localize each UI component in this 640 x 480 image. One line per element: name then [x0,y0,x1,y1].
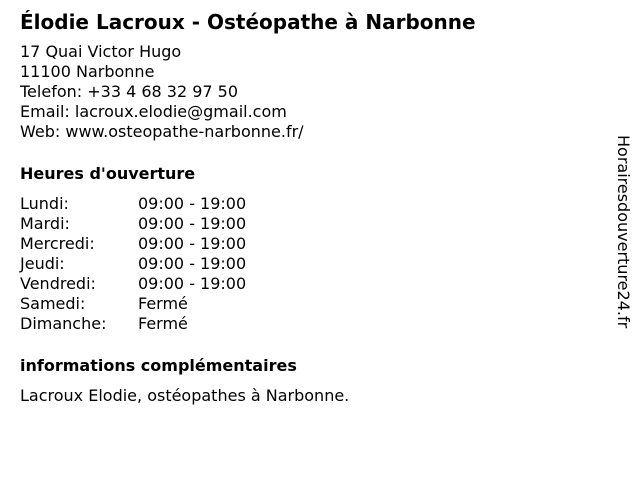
phone-line: Telefon: +33 4 68 32 97 50 [20,82,239,101]
hours-row-wednesday [20,234,600,254]
day-hours: 09:00 - 19:00 [138,194,247,213]
day-label: Mercredi: [20,234,95,253]
business-title: Élodie Lacroux - Ostéopathe à Narbonne [20,10,476,34]
day-hours: 09:00 - 19:00 [138,214,247,233]
day-hours: 09:00 - 19:00 [138,274,247,293]
address-street: 17 Quai Victor Hugo [20,42,182,61]
hours-row-thursday [20,254,600,274]
day-label: Lundi: [20,194,69,213]
day-hours: 09:00 - 19:00 [138,254,247,273]
hours-row-sunday [20,314,600,334]
additional-info-text: Lacroux Elodie, ostéopathes à Narbonne. [20,386,350,405]
day-label: Mardi: [20,214,70,233]
email-line: Email: lacroux.elodie@gmail.com [20,102,287,121]
additional-info-heading: informations complémentaires [20,356,297,375]
opening-hours-heading: Heures d'ouverture [20,164,196,183]
web-line: Web: www.osteopathe-narbonne.fr/ [20,122,304,141]
hours-row-tuesday [20,214,600,234]
hours-row-monday [20,194,600,214]
day-hours: Fermé [138,314,188,333]
hours-row-saturday [20,294,600,314]
site-watermark [612,135,634,371]
day-hours: 09:00 - 19:00 [138,234,247,253]
opening-hours-table [20,194,600,334]
business-card [20,8,600,406]
hours-row-friday [20,274,600,294]
day-hours: Fermé [138,294,188,313]
site-watermark-text: Horairesdouverture24.fr [614,135,633,329]
day-label: Vendredi: [20,274,96,293]
address-city: 11100 Narbonne [20,62,155,81]
day-label: Dimanche: [20,314,107,333]
day-label: Samedi: [20,294,86,313]
day-label: Jeudi: [20,254,65,273]
